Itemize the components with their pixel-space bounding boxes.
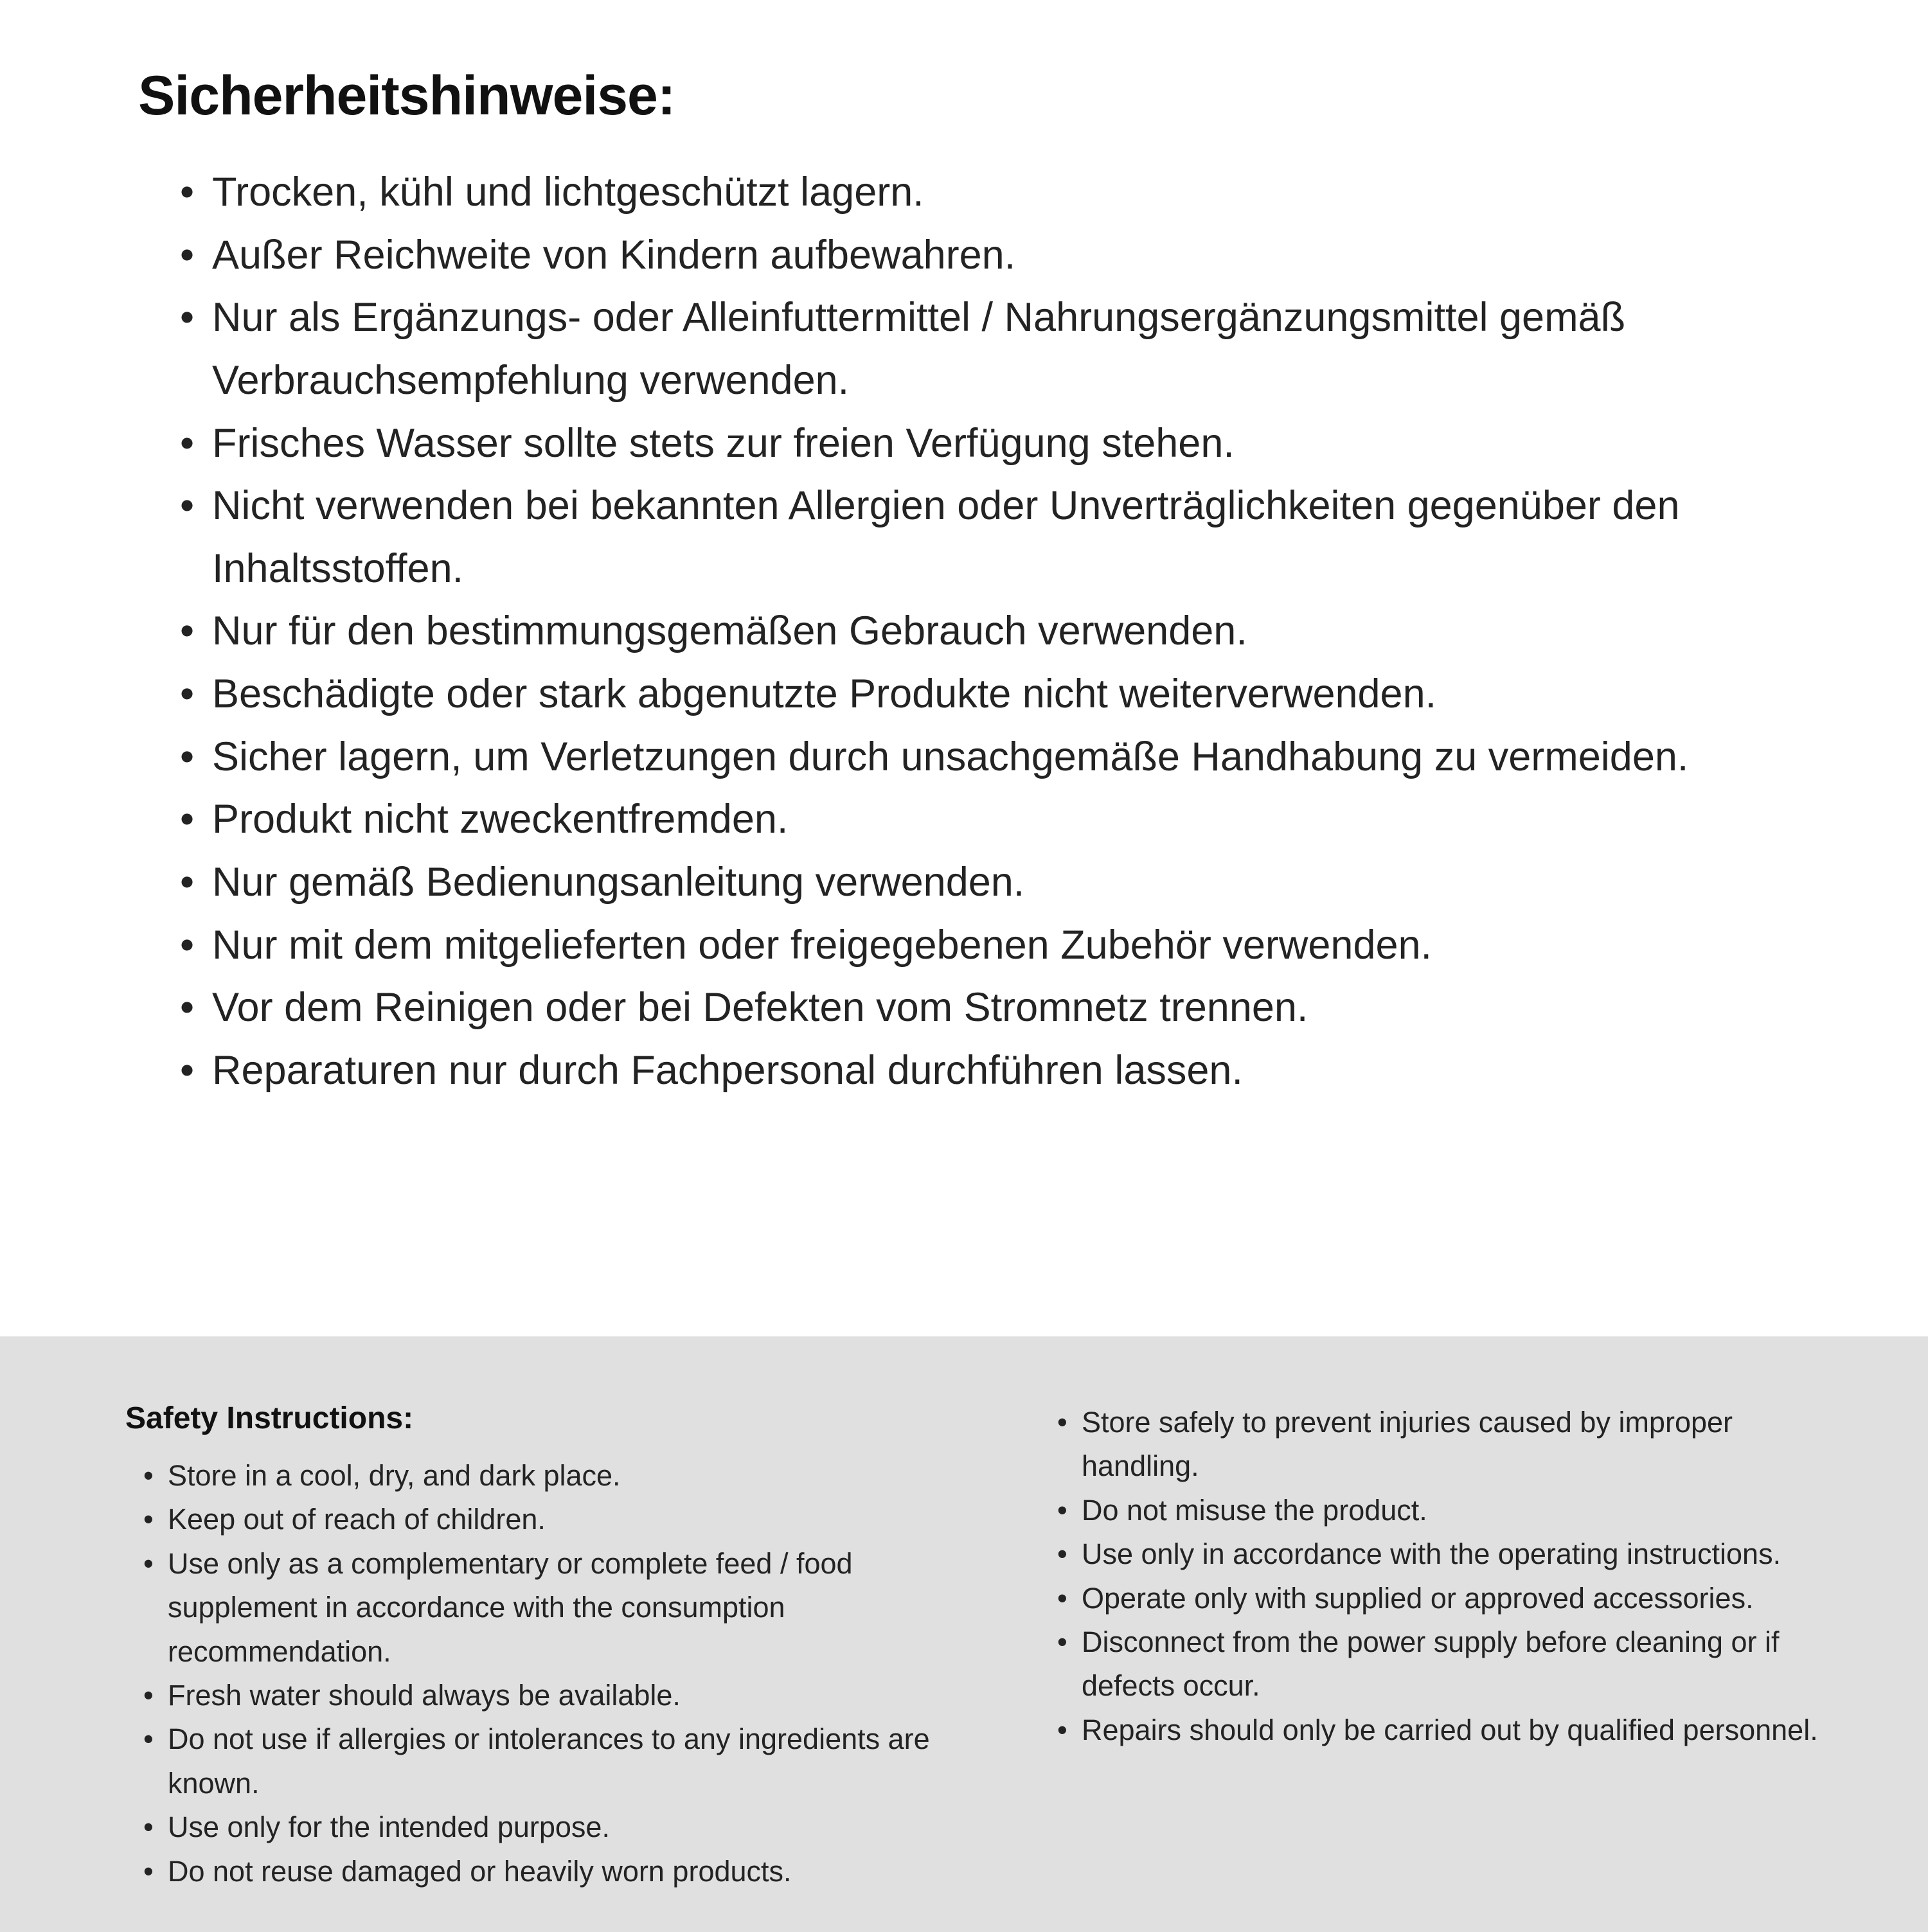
list-item-text: Keep out of reach of children. [168,1503,546,1536]
list-item-text: Nur als Ergänzungs- oder Alleinfuttermittel / Nahrungsergänzungsmittel gemäß Verbrauchsempfehlung verwenden. [212,295,1626,403]
list-item [125,1454,954,1498]
bullet-icon: • [180,170,195,215]
list-item-text: Disconnect from the power supply before cleaning or if defects occur. [1082,1625,1780,1703]
list-item [138,287,1819,412]
list-item-text: Use only in accordance with the operating instructions. [1082,1538,1781,1571]
bullet-icon: • [1057,1493,1067,1527]
list-item-text: Nur mit dem mitgelieferten oder freigegebenen Zubehör verwenden. [212,922,1433,968]
list-item [125,1717,954,1805]
list-item-text: Operate only with supplied or approved accessories. [1082,1581,1754,1615]
list-item-text: Nur für den bestimmungsgemäßen Gebrauch verwenden. [212,608,1247,654]
list-item-text: Beschädigte oder stark abgenutzte Produkte nicht weiterverwenden. [212,671,1437,717]
bullet-icon: • [180,860,195,905]
bullet-icon: • [1057,1713,1067,1746]
list-item [138,1040,1819,1103]
list-item-text: Store in a cool, dry, and dark place. [168,1459,621,1492]
list-item [138,224,1819,287]
list-item [138,851,1819,914]
english-section-title: Safety Instructions: [125,1401,414,1435]
list-item [1057,1401,1844,1489]
bullet-icon: • [1057,1538,1067,1571]
list-item [1057,1489,1844,1532]
bullet-icon: • [180,985,195,1031]
list-item [125,1542,954,1674]
list-item-text: Use only as a complementary or complete feed / food supplement in accordance with the consumption recommendation. [168,1546,853,1668]
list-item [138,914,1819,977]
bullet-icon: • [180,1047,195,1093]
bullet-icon: • [1057,1581,1067,1615]
list-item [125,1805,954,1849]
english-safety-list-left [125,1454,954,1893]
list-item [138,475,1819,600]
english-right-column [1057,1401,1844,1893]
list-item-text: Trocken, kühl und lichtgeschützt lagern. [212,170,924,215]
list-item-text: Fresh water should always be available. [168,1678,681,1712]
bullet-icon: • [143,1678,154,1712]
list-item-text: Nicht verwenden bei bekannten Allergien oder Unverträglichkeiten gegenüber den Inhaltsstoffen. [212,483,1680,591]
list-item [1057,1532,1844,1576]
bullet-icon: • [180,232,195,278]
list-item-text: Vor dem Reinigen oder bei Defekten vom Stromnetz trennen. [212,985,1308,1031]
english-safety-section [0,1336,1928,1932]
bullet-icon: • [143,1811,154,1844]
list-item-text: Do not misuse the product. [1082,1493,1427,1527]
bullet-icon: • [180,797,195,842]
bullet-icon: • [143,1459,154,1492]
bullet-icon: • [1057,1406,1067,1439]
list-item [125,1674,954,1717]
list-item [1057,1577,1844,1620]
bullet-icon: • [180,734,195,779]
list-item-text: Außer Reichweite von Kindern aufbewahren. [212,232,1016,278]
bullet-icon: • [180,671,195,717]
list-item [125,1498,954,1541]
list-item-text: Sicher lagern, um Verletzungen durch unsachgemäße Handhabung zu vermeiden. [212,734,1689,779]
list-item-text: Use only for the intended purpose. [168,1811,610,1844]
list-item [138,161,1819,224]
bullet-icon: • [143,1503,154,1536]
german-safety-list [138,161,1819,1103]
bullet-icon: • [143,1546,154,1580]
list-item [138,977,1819,1040]
bullet-icon: • [180,420,195,466]
bullet-icon: • [180,608,195,654]
list-item-text: Nur gemäß Bedienungsanleitung verwenden. [212,860,1025,905]
list-item-text: Frisches Wasser sollte stets zur freien Verfügung stehen. [212,420,1235,466]
list-item-text: Do not use if allergies or intolerances to any ingredients are known. [168,1723,930,1800]
bullet-icon: • [180,483,195,529]
bullet-icon: • [143,1723,154,1756]
list-item [1057,1620,1844,1708]
list-item-text: Repairs should only be carried out by qualified personnel. [1082,1713,1818,1746]
list-item-text: Reparaturen nur durch Fachpersonal durchführen lassen. [212,1047,1243,1093]
bullet-icon: • [1057,1625,1067,1658]
german-section-title: Sicherheitshinweise: [138,65,675,127]
bullet-icon: • [143,1854,154,1888]
list-item [138,726,1819,789]
bullet-icon: • [180,922,195,968]
list-item-text: Store safely to prevent injuries caused by improper handling. [1082,1406,1733,1483]
list-item-text: Do not reuse damaged or heavily worn products. [168,1854,792,1888]
list-item [138,788,1819,851]
list-item [125,1850,954,1893]
list-item-text: Produkt nicht zweckentfremden. [212,797,789,842]
english-left-column [125,1401,954,1893]
list-item [138,412,1819,475]
list-item [138,600,1819,663]
list-item [1057,1708,1844,1752]
bullet-icon: • [180,295,195,341]
list-item [138,663,1819,726]
english-safety-list-right [1057,1401,1844,1752]
